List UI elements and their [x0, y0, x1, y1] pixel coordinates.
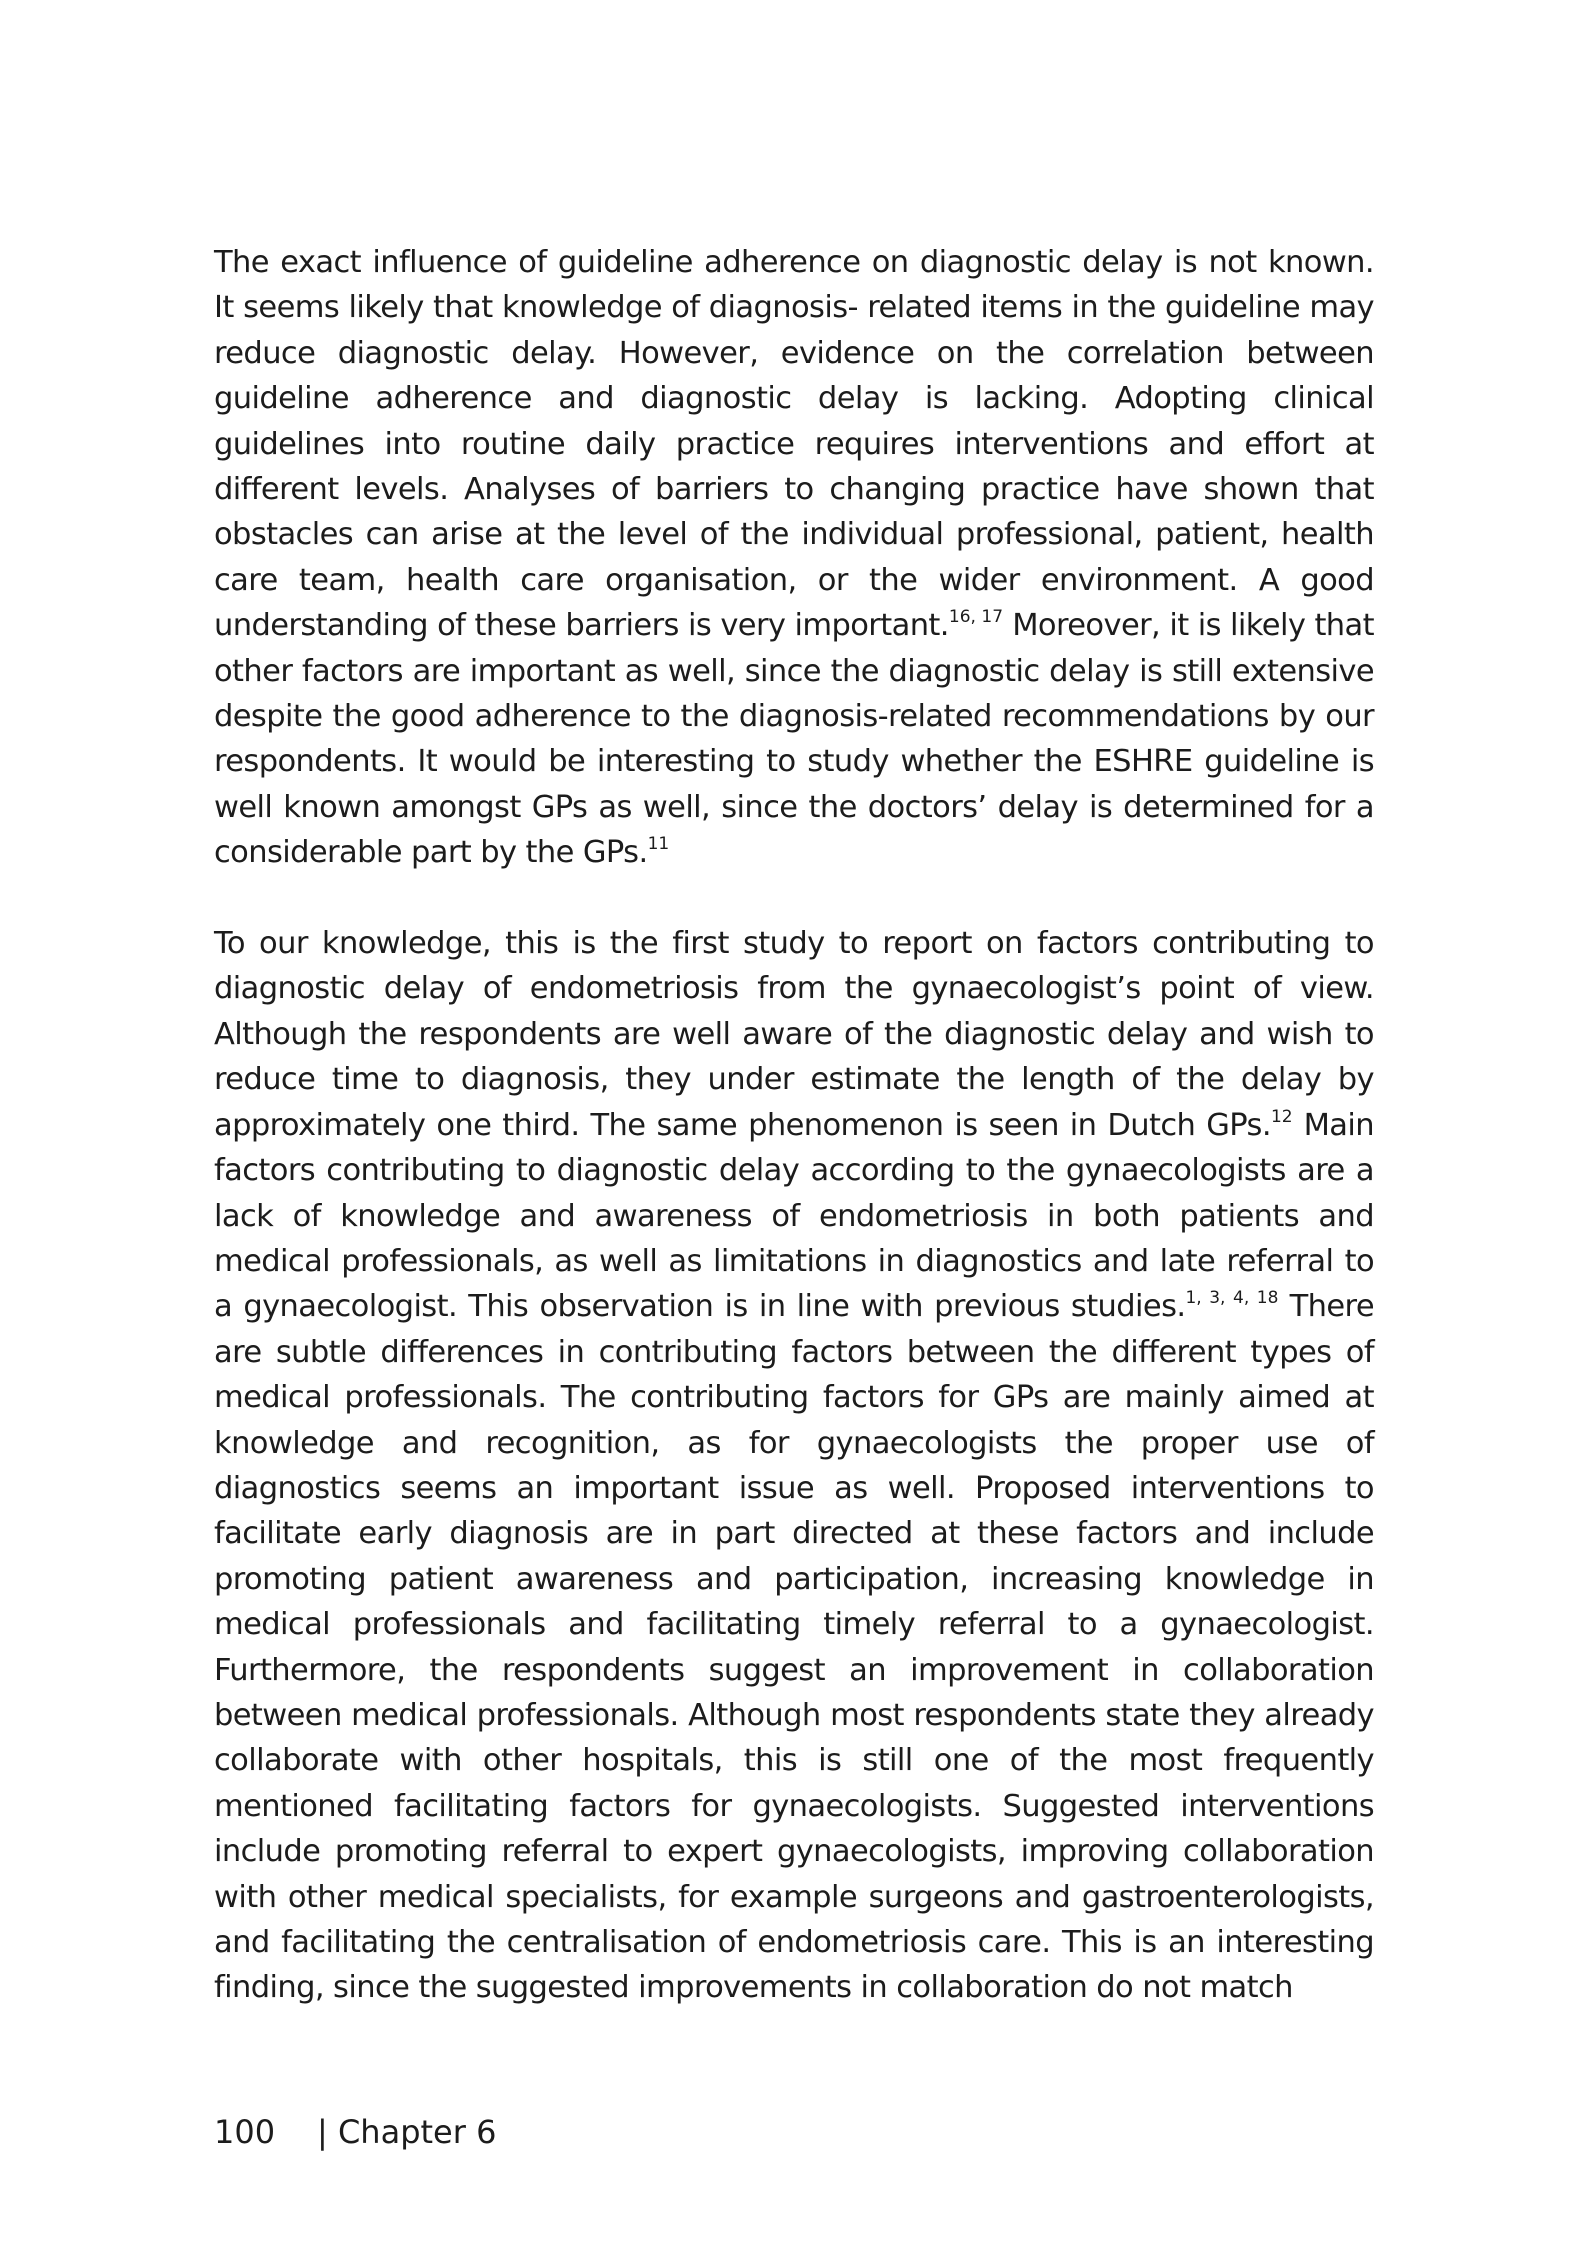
paragraph-contributing-factors: [214, 921, 1374, 2011]
page-number: 100: [214, 2113, 276, 2151]
body-text: [214, 240, 1374, 2011]
paragraph-guideline-adherence: [214, 240, 1374, 876]
page-footer: [214, 2112, 496, 2152]
citation-reference: 1, 3, 4, 18: [1185, 1288, 1279, 1309]
text-run: The exact influence of guideline adherence on diagnostic delay is not known. It seems likely that knowledge of diagnosis- related items in the guideline may reduce diagnostic delay. However, evidence on the correlation between guideline adherence and diagnostic delay is lacking. Adopting clinical guidelines into routine daily practice requires interventions and effort at different levels. Analyses of barriers to changing practice have shown that obstacles can arise at the level of the individual professional, patient, health care team, health care organisation, or the wider environment. A good understanding of these barriers is very important.: [214, 245, 1374, 644]
citation-reference: 12: [1270, 1106, 1293, 1127]
citation-reference: 11: [647, 834, 670, 855]
citation-reference: 16, 17: [948, 607, 1004, 628]
chapter-label: | Chapter 6: [317, 2113, 497, 2151]
text-run: Moreover, it is likely that other factors are important as well, since the diagnostic delay is still extensive despite the good adherence to the diagnosis-related recommendations by our respondents. It would be interesting to study whether the ESHRE guideline is well known amongst GPs as well, since the doctors’ delay is determined for a considerable part by the GPs.: [214, 608, 1374, 871]
text-run: Main factors contributing to diagnostic delay according to the gynaecologists are a lack of knowledge and awareness of endometriosis in both patients and medical professionals, as well as limitations in diagnostics and late referral to a gynaecologist. This observation is in line with previous studies.: [214, 1107, 1374, 1325]
text-run: There are subtle differences in contributing factors between the different types of medical professionals. The contributing factors for GPs are mainly aimed at knowledge and recognition, as for gynaecologists the proper use of diagnostics seems an important issue as well. Proposed interventions to facilitate early diagnosis are in part directed at these factors and include promoting patient awareness and participation, increasing knowledge in medical professionals and facilitating timely referral to a gynaecologist. Furthermore, the respondents suggest an improvement in collaboration between medical professionals. Although most respondents state they already collaborate with other hospitals, this is still one of the most frequently mentioned facilitating factors for gynaecologists. Suggested interventions include promoting referral to expert gynaecologists, improving collaboration with other medical specialists, for example surgeons and gastroenterologists, and facilitating the centralisation of endometriosis care. This is an interesting finding, since the suggested improvements in collaboration do not match: [214, 1289, 1374, 2006]
text-run: To our knowledge, this is the first study to report on factors contributing to diagnostic delay of endometriosis from the gynaecologist’s point of view. Although the respondents are well aware of the diagnostic delay and wish to reduce time to diagnosis, they under estimate the length of the delay by approximately one third. The same phenomenon is seen in Dutch GPs.: [214, 926, 1374, 1143]
